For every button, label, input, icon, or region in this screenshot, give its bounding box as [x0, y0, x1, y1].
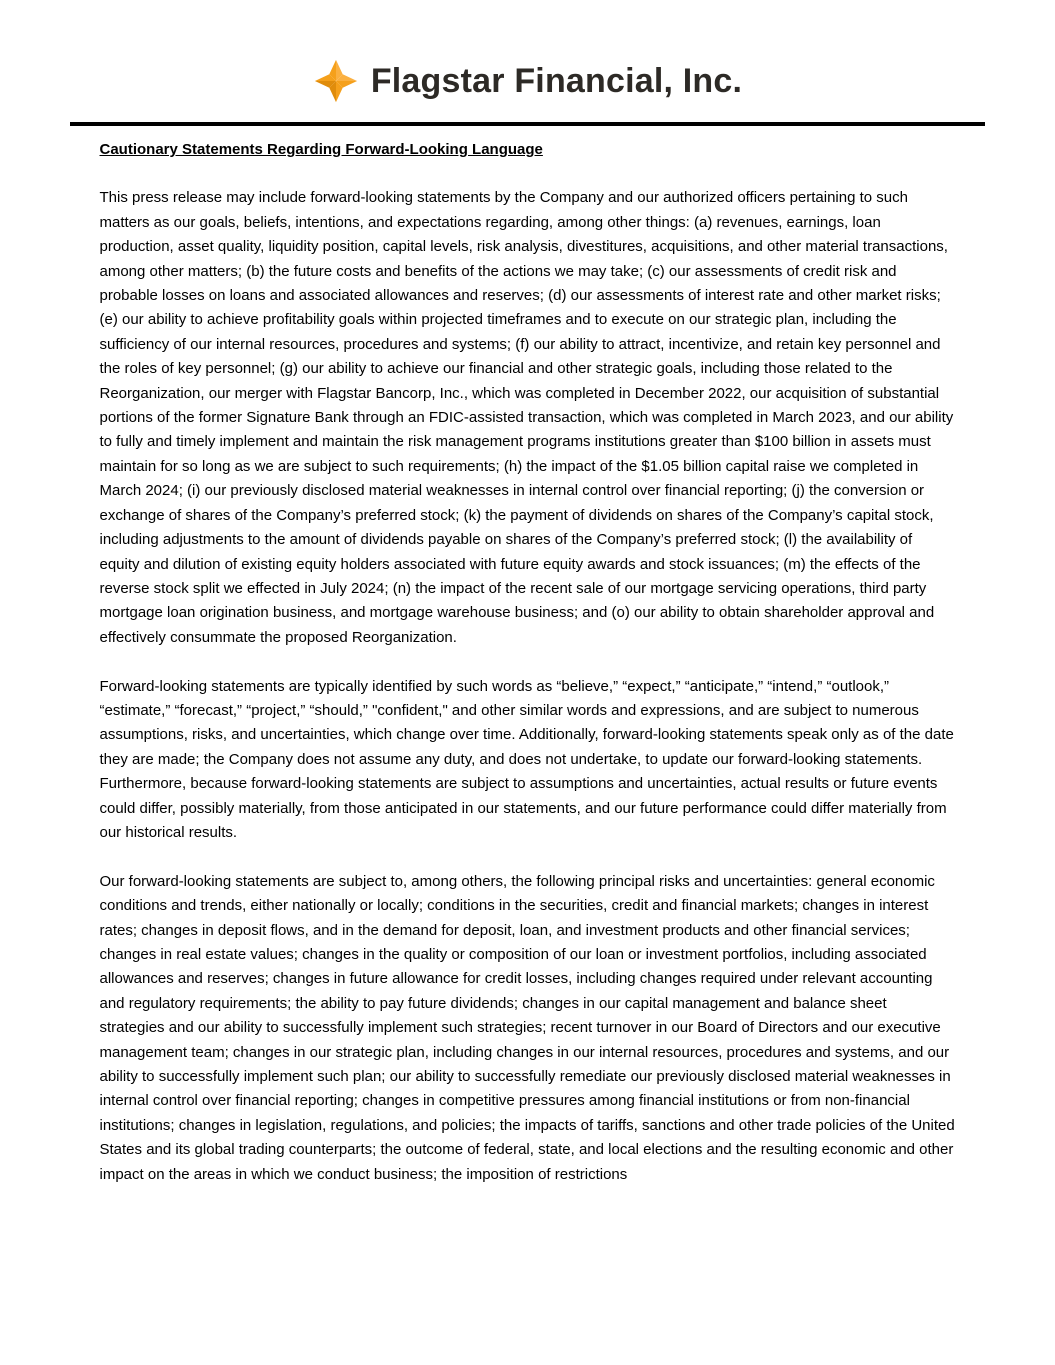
- paragraph-principal-risks: Our forward-looking statements are subject to, among others, the following principal risks and uncertainties: general economic conditions and trends, either nationally or locally; conditions in the securities, credit and financial markets; changes in interest rates; changes in deposit flows, and in the demand for deposit, loan, and investment products and other financial services; changes in real estate values; changes in the quality or composition of our loan or investment portfolios, including associated allowances and reserves; changes in future allowance for credit losses, including changes required under relevant accounting and regulatory requirements; the ability to pay future dividends; changes in our capital management and balance sheet strategies and our ability to successfully implement such strategies; recent turnover in our Board of Directors and our executive management team; changes in our strategic plan, including changes in our internal resources, procedures and systems, and our ability to successfully implement such plan; our ability to successfully remediate our previously disclosed material weaknesses in internal control over financial reporting; changes in competitive pressures among financial institutions or from non-financial institutions; changes in legislation, regulations, and policies; the impacts of tariffs, sanctions and other trade policies of the United States and its global trading counterparts; the outcome of federal, state, and local elections and the resulting economic and other impact on the areas in which we conduct business; the imposition of restrictions: [99, 872, 955, 1183]
- paragraph-identifying-words: Forward-looking statements are typically identified by such words as “believe,” “expect,” “anticipate,” “intend,” “outlook,” “estimate,” “forecast,” “project,” “should,” "confident," and other similar words and expressions, and are subject to numerous assumptions, risks, and uncertainties, which change over time. Additionally, forward-looking statements speak only as of the date they are made; the Company does not assume any duty, and does not undertake, to update our forward-looking statements. Furthermore, because forward-looking statements are subject to assumptions and uncertainties, actual results or future events could differ, possibly materially, from those anticipated in our statements, and our future performance could differ materially from our historical results.: [99, 677, 954, 841]
- section-heading: Cautionary Statements Regarding Forward-Looking Language: [99, 141, 543, 158]
- paragraph-forward-looking-statements: This press release may include forward-looking statements by the Company and our authorized officers pertaining to such matters as our goals, beliefs, intentions, and expectations regarding, among other things: (a) revenues, earnings, loan production, asset quality, liquidity position, capital levels, risk analysis, divestitures, acquisitions, and other material transactions, among other matters; (b) the future costs and benefits of the actions we may take; (c) our assessments of credit risk and probable losses on loans and associated allowances and reserves; (d) our assessments of interest rate and other market risks; (e) our ability to achieve profitability goals within projected timeframes and to execute on our strategic plan, including the sufficiency of our internal resources, procedures and systems; (f) our ability to attract, incentivize, and retain key personnel and the roles of key personnel; (g) our ability to achieve our financial and other strategic goals, including those related to the Reorganization, our merger with Flagstar Bancorp, Inc., which was completed in December 2022, our acquisition of substantial portions of the former Signature Bank through an FDIC-assisted transaction, which was completed in March 2023, and our ability to fully and timely implement and maintain the risk management programs institutions greater than $100 billion in assets must maintain for so long as we are subject to such requirements; (h) the impact of the $1.05 billion capital raise we completed in March 2024; (i) our previously disclosed material weaknesses in internal control over financial reporting; (j) the conversion or exchange of shares of the Company’s preferred stock; (k) the payment of dividends on shares of the Company’s capital stock, including adjustments to the amount of dividends payable on shares of the Company’s preferred stock; (l) the availability of equity and dilution of existing equity holders associated with future equity awards and stock issuances; (m) the effects of the reverse stock split we effected in July 2024; (n) the impact of the recent sale of our mortgage servicing operations, third party mortgage loan origination business, and mortgage warehouse business; and (o) our ability to obtain shareholder approval and effectively consummate the proposed Reorganization.: [99, 189, 954, 646]
- flagstar-star-logo-icon: [313, 58, 359, 104]
- document-body: [100, 138, 956, 1187]
- header-divider: [70, 122, 985, 126]
- brand-header: [0, 0, 1055, 104]
- brand-name: Flagstar Financial, Inc.: [370, 61, 743, 100]
